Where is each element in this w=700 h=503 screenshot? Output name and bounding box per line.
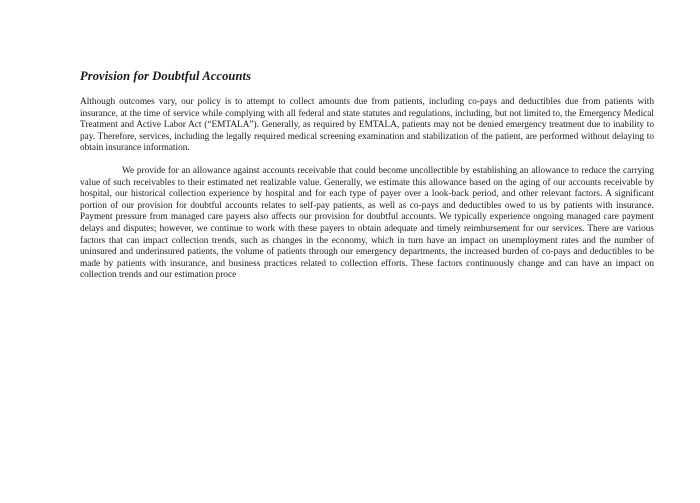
paragraph-collection-policy: Although outcomes vary, our policy is to attempt to collect amounts due from patients, including co-pays and deductibles due from patients with insurance, at the time of service while complying with all federal and state statutes and regulations, including, but not limited to, the Emergency Medical Treatment and Active Labor Act (“EMTALA”). Generally, as required by EMTALA, patients may not be denied emergency treatment due to inability to pay. Therefore, services, including the legally required medical screening examination and stabilization of the patient, are performed without delaying to obtain insurance information. bbox=[80, 97, 654, 154]
section-heading: Provision for Doubtful Accounts bbox=[80, 69, 252, 83]
document-page bbox=[80, 68, 654, 282]
paragraph-allowance-estimation: We provide for an allowance against accounts receivable that could become uncollectible by establishing an allowance to reduce the carrying value of such receivables to their estimated net realizable value. Generally, we estimate this allowance based on the aging of our accounts receivable by hospital, our historical collection experience by hospital and for each type of payer over a look-back period, and other relevant factors. A significant portion of our provision for doubtful accounts relates to self-pay patients, as well as co-pays and deductibles owed to us by patients with insurance. Payment pressure from managed care payers also affects our provision for doubtful accounts. We typically experience ongoing managed care payment delays and disputes; however, we continue to work with these payers to obtain adequate and timely reimbursement for our services. There are various factors that can impact collection trends, such as changes in the economy, which in turn have an impact on unemployment rates and the number of uninsured and underinsured patients, the volume of patients through our emergency departments, the increased burden of co-pays and deductibles to be made by patients with insurance, and business practices related to collection efforts. These factors continuously change and can have an impact on collection trends and our estimation proce bbox=[80, 165, 654, 281]
